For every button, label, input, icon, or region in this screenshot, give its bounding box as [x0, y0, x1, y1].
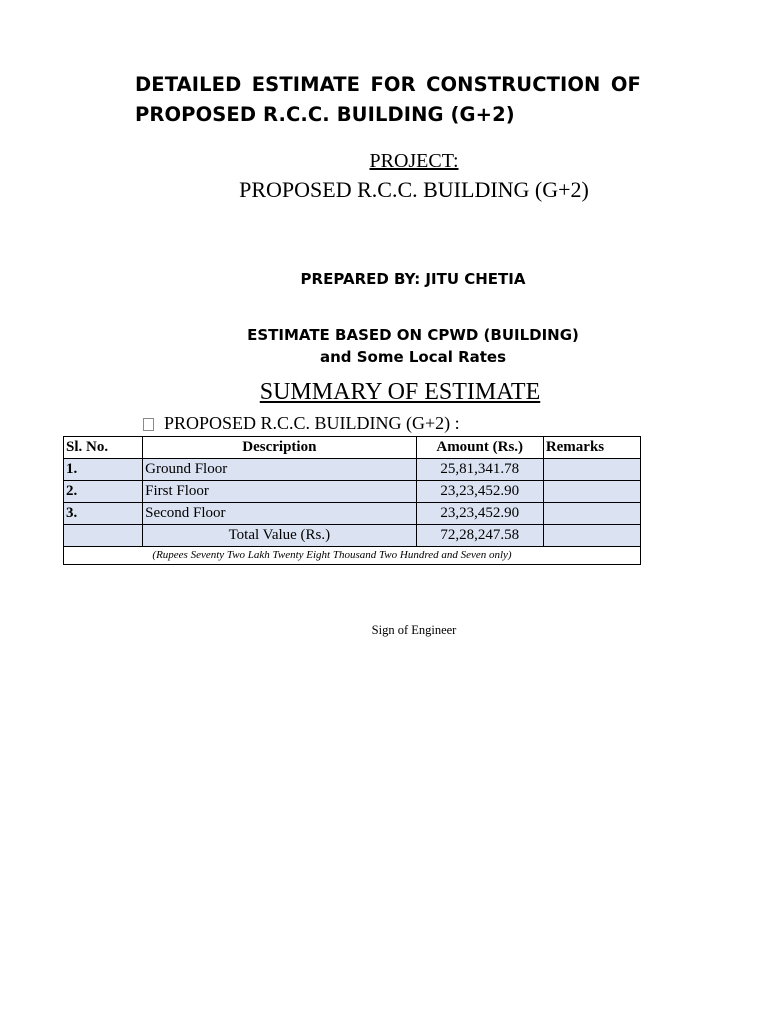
document-heading	[135, 70, 641, 130]
table-total-row	[64, 525, 641, 547]
heading-line-1	[135, 70, 641, 100]
cell-amount: 23,23,452.90	[416, 481, 543, 503]
heading-line-2: PROPOSED R.C.C. BUILDING (G+2)	[135, 103, 515, 126]
heading-word: ESTIMATE	[251, 73, 361, 96]
estimate-basis	[0, 324, 768, 368]
table-header-row	[64, 437, 641, 459]
heading-word: CONSTRUCTION	[426, 73, 601, 96]
cell-sl-no: 3.	[64, 503, 143, 525]
cell-description: First Floor	[143, 481, 416, 503]
cell-amount: 23,23,452.90	[416, 503, 543, 525]
project-name: PROPOSED R.C.C. BUILDING (G+2)	[239, 177, 589, 202]
prepared-by: PREPARED BY: JITU CHETIA	[300, 270, 526, 288]
cell-sl-no: 2.	[64, 481, 143, 503]
estimate-basis-line-2: and Some Local Rates	[319, 348, 507, 366]
cell-remarks	[543, 459, 640, 481]
amount-in-words-row	[64, 547, 641, 565]
heading-word: DETAILED	[135, 73, 242, 96]
amount-in-words-cell	[64, 547, 641, 565]
total-amount: 72,28,247.58	[416, 525, 543, 547]
header-sl-no: Sl. No.	[64, 437, 143, 459]
total-label: Total Value (Rs.)	[143, 525, 416, 547]
cell-amount: 25,81,341.78	[416, 459, 543, 481]
cell-remarks	[543, 481, 640, 503]
summary-title: SUMMARY OF ESTIMATE	[259, 379, 541, 405]
estimate-basis-line-1: ESTIMATE BASED ON CPWD (BUILDING)	[247, 326, 579, 344]
heading-word: OF	[610, 73, 641, 96]
header-description: Description	[143, 437, 416, 459]
header-amount: Amount (Rs.)	[416, 437, 543, 459]
cell-empty	[64, 525, 143, 547]
cell-description: Ground Floor	[143, 459, 416, 481]
heading-word: FOR	[370, 73, 416, 96]
section-heading-text: PROPOSED R.C.C. BUILDING (G+2) :	[164, 413, 460, 433]
cell-empty	[543, 525, 640, 547]
table-row	[64, 503, 641, 525]
section-heading	[143, 411, 460, 435]
table-row	[64, 481, 641, 503]
engineer-signature-label: Sign of Engineer	[371, 623, 457, 637]
cell-sl-no: 1.	[64, 459, 143, 481]
cell-description: Second Floor	[143, 503, 416, 525]
project-label: PROJECT:	[369, 150, 459, 172]
summary-table	[63, 436, 641, 565]
amount-in-words: (Rupees Seventy Two Lakh Twenty Eight Thousand Two Hundred and Seven only)	[152, 549, 512, 561]
table-row	[64, 459, 641, 481]
header-remarks: Remarks	[543, 437, 640, 459]
cell-remarks	[543, 503, 640, 525]
checkbox-square-icon	[143, 418, 154, 431]
